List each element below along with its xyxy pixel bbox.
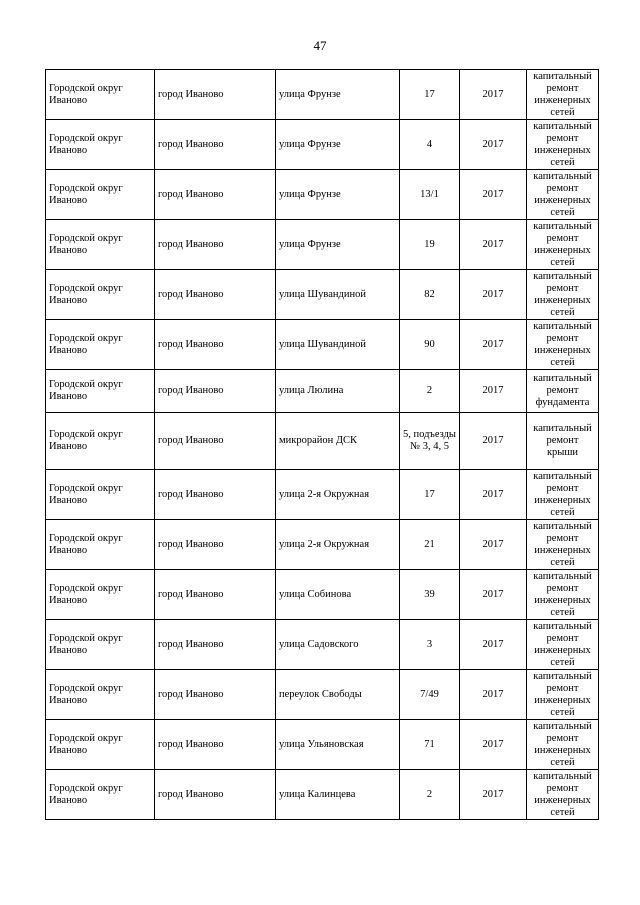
work-type-cell: капитальный ремонт инженерных сетей bbox=[527, 270, 599, 320]
year-cell: 2017 bbox=[460, 720, 527, 770]
work-type-cell: капитальный ремонт крыши bbox=[527, 413, 599, 470]
settlement-cell: город Иваново bbox=[155, 570, 276, 620]
street-cell: улица Калинцева bbox=[276, 770, 400, 820]
table-row bbox=[46, 570, 599, 620]
table-row bbox=[46, 170, 599, 220]
street-cell: улица Фрунзе bbox=[276, 70, 400, 120]
settlement-cell: город Иваново bbox=[155, 770, 276, 820]
house-number-cell: 13/1 bbox=[400, 170, 460, 220]
registry-table bbox=[45, 69, 599, 820]
work-type-cell: капитальный ремонт инженерных сетей bbox=[527, 120, 599, 170]
street-cell: улица Собинова bbox=[276, 570, 400, 620]
table-row bbox=[46, 470, 599, 520]
municipality-cell: Городской округ Иваново bbox=[46, 270, 155, 320]
municipality-cell: Городской округ Иваново bbox=[46, 220, 155, 270]
table-row bbox=[46, 70, 599, 120]
settlement-cell: город Иваново bbox=[155, 620, 276, 670]
municipality-cell: Городской округ Иваново bbox=[46, 570, 155, 620]
work-type-cell: капитальный ремонт инженерных сетей bbox=[527, 770, 599, 820]
year-cell: 2017 bbox=[460, 370, 527, 413]
work-type-cell: капитальный ремонт инженерных сетей bbox=[527, 470, 599, 520]
house-number-cell: 3 bbox=[400, 620, 460, 670]
table-row bbox=[46, 520, 599, 570]
municipality-cell: Городской округ Иваново bbox=[46, 120, 155, 170]
work-type-cell: капитальный ремонт фундамента bbox=[527, 370, 599, 413]
settlement-cell: город Иваново bbox=[155, 670, 276, 720]
year-cell: 2017 bbox=[460, 120, 527, 170]
house-number-cell: 82 bbox=[400, 270, 460, 320]
house-number-cell: 90 bbox=[400, 320, 460, 370]
municipality-cell: Городской округ Иваново bbox=[46, 520, 155, 570]
house-number-cell: 5, подъезды № 3, 4, 5 bbox=[400, 413, 460, 470]
year-cell: 2017 bbox=[460, 570, 527, 620]
municipality-cell: Городской округ Иваново bbox=[46, 413, 155, 470]
street-cell: улица Шувандиной bbox=[276, 270, 400, 320]
settlement-cell: город Иваново bbox=[155, 320, 276, 370]
work-type-cell: капитальный ремонт инженерных сетей bbox=[527, 620, 599, 670]
house-number-cell: 19 bbox=[400, 220, 460, 270]
municipality-cell: Городской округ Иваново bbox=[46, 70, 155, 120]
house-number-cell: 4 bbox=[400, 120, 460, 170]
street-cell: улица Фрунзе bbox=[276, 170, 400, 220]
settlement-cell: город Иваново bbox=[155, 70, 276, 120]
street-cell: улица Ульяновская bbox=[276, 720, 400, 770]
house-number-cell: 21 bbox=[400, 520, 460, 570]
municipality-cell: Городской округ Иваново bbox=[46, 170, 155, 220]
year-cell: 2017 bbox=[460, 520, 527, 570]
table-row bbox=[46, 270, 599, 320]
settlement-cell: город Иваново bbox=[155, 220, 276, 270]
work-type-cell: капитальный ремонт инженерных сетей bbox=[527, 570, 599, 620]
street-cell: микрорайон ДСК bbox=[276, 413, 400, 470]
year-cell: 2017 bbox=[460, 220, 527, 270]
table-row bbox=[46, 120, 599, 170]
work-type-cell: капитальный ремонт инженерных сетей bbox=[527, 520, 599, 570]
street-cell: улица Фрунзе bbox=[276, 120, 400, 170]
settlement-cell: город Иваново bbox=[155, 170, 276, 220]
street-cell: переулок Свободы bbox=[276, 670, 400, 720]
page-number: 47 bbox=[313, 38, 327, 53]
settlement-cell: город Иваново bbox=[155, 413, 276, 470]
municipality-cell: Городской округ Иваново bbox=[46, 370, 155, 413]
settlement-cell: город Иваново bbox=[155, 120, 276, 170]
settlement-cell: город Иваново bbox=[155, 720, 276, 770]
street-cell: улица 2-я Окружная bbox=[276, 470, 400, 520]
table-row bbox=[46, 320, 599, 370]
work-type-cell: капитальный ремонт инженерных сетей bbox=[527, 170, 599, 220]
street-cell: улица Люлина bbox=[276, 370, 400, 413]
house-number-cell: 71 bbox=[400, 720, 460, 770]
street-cell: улица 2-я Окружная bbox=[276, 520, 400, 570]
work-type-cell: капитальный ремонт инженерных сетей bbox=[527, 320, 599, 370]
table-row bbox=[46, 720, 599, 770]
street-cell: улица Садовского bbox=[276, 620, 400, 670]
table-row bbox=[46, 220, 599, 270]
work-type-cell: капитальный ремонт инженерных сетей bbox=[527, 670, 599, 720]
year-cell: 2017 bbox=[460, 320, 527, 370]
municipality-cell: Городской округ Иваново bbox=[46, 770, 155, 820]
year-cell: 2017 bbox=[460, 70, 527, 120]
table-row bbox=[46, 670, 599, 720]
table-row bbox=[46, 770, 599, 820]
street-cell: улица Фрунзе bbox=[276, 220, 400, 270]
table-row bbox=[46, 620, 599, 670]
year-cell: 2017 bbox=[460, 620, 527, 670]
municipality-cell: Городской округ Иваново bbox=[46, 720, 155, 770]
year-cell: 2017 bbox=[460, 413, 527, 470]
year-cell: 2017 bbox=[460, 470, 527, 520]
house-number-cell: 17 bbox=[400, 470, 460, 520]
year-cell: 2017 bbox=[460, 770, 527, 820]
settlement-cell: город Иваново bbox=[155, 270, 276, 320]
house-number-cell: 17 bbox=[400, 70, 460, 120]
house-number-cell: 2 bbox=[400, 770, 460, 820]
year-cell: 2017 bbox=[460, 270, 527, 320]
year-cell: 2017 bbox=[460, 170, 527, 220]
street-cell: улица Шувандиной bbox=[276, 320, 400, 370]
municipality-cell: Городской округ Иваново bbox=[46, 670, 155, 720]
house-number-cell: 39 bbox=[400, 570, 460, 620]
table-row bbox=[46, 370, 599, 413]
work-type-cell: капитальный ремонт инженерных сетей bbox=[527, 720, 599, 770]
house-number-cell: 2 bbox=[400, 370, 460, 413]
table-row bbox=[46, 413, 599, 470]
settlement-cell: город Иваново bbox=[155, 470, 276, 520]
year-cell: 2017 bbox=[460, 670, 527, 720]
municipality-cell: Городской округ Иваново bbox=[46, 470, 155, 520]
settlement-cell: город Иваново bbox=[155, 520, 276, 570]
work-type-cell: капитальный ремонт инженерных сетей bbox=[527, 70, 599, 120]
municipality-cell: Городской округ Иваново bbox=[46, 320, 155, 370]
settlement-cell: город Иваново bbox=[155, 370, 276, 413]
municipality-cell: Городской округ Иваново bbox=[46, 620, 155, 670]
house-number-cell: 7/49 bbox=[400, 670, 460, 720]
work-type-cell: капитальный ремонт инженерных сетей bbox=[527, 220, 599, 270]
